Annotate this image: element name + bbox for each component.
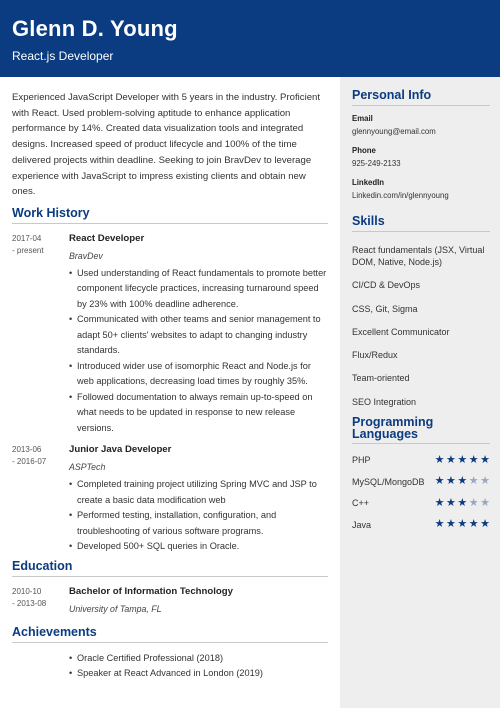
linkedin-link[interactable]: Linkedin.com/in/glennyoung (352, 191, 449, 200)
star-empty-icon: ★ (468, 496, 479, 509)
star-filled-icon: ★ (434, 453, 445, 466)
job-duties (69, 266, 328, 437)
sidebar-column (352, 88, 490, 540)
skill-item: Flux/Redux (352, 350, 398, 361)
star-filled-icon: ★ (434, 518, 445, 531)
school-name: University of Tampa, FL (69, 603, 162, 614)
star-empty-icon: ★ (480, 475, 490, 488)
main-column (12, 90, 328, 682)
rating-stars (435, 455, 490, 466)
resume-header (0, 0, 500, 77)
star-filled-icon: ★ (446, 496, 456, 509)
star-filled-icon: ★ (446, 518, 456, 531)
achievements-entry (12, 651, 328, 682)
phone-value: 925-249-2133 (352, 159, 401, 168)
work-entry (12, 443, 328, 555)
language-name: Java (352, 519, 372, 530)
language-row (352, 476, 490, 488)
duty-item: • Introduced wider use of isomorphic React and Node.js for web applications, decreasing load times by roughly 35%. (69, 359, 328, 390)
personal-info-heading: Personal Info (352, 88, 490, 106)
achievements-heading: Achievements (12, 625, 328, 643)
education-dates (12, 586, 64, 610)
achievement-item: • Speaker at React Advanced in London (2019) (69, 666, 328, 682)
profile-summary: Experienced JavaScript Developer with 5 years in the industry. Proficient with React. Used problem-solving aptitude to enhance application performance by 14%. Created data visualization tools and integrated designs. Increased speed of product lifecycle and 100% of the time delivered projects within deadline. Seeking to join BravDev to leverage experience with JavaScript to impress existing clients and obtain new ones. (12, 92, 321, 198)
star-filled-icon: ★ (480, 518, 490, 531)
star-filled-icon: ★ (457, 475, 468, 488)
skill-item: Excellent Communicator (352, 326, 450, 337)
skills-heading: Skills (352, 214, 490, 232)
phone-label: Phone (352, 146, 376, 155)
work-entry-dates (12, 444, 64, 468)
star-filled-icon: ★ (468, 518, 479, 531)
skill-item: CSS, Git, Sigma (352, 303, 418, 314)
education-heading: Education (12, 559, 328, 577)
star-filled-icon: ★ (446, 453, 456, 466)
education-entry (12, 585, 328, 615)
job-duties (69, 477, 328, 555)
linkedin-label: LinkedIn (352, 178, 385, 187)
star-filled-icon: ★ (457, 453, 468, 466)
duty-item: • Performed testing, installation, configuration, and troubleshooting of various software programs. (69, 508, 328, 539)
language-row (352, 519, 490, 531)
star-empty-icon: ★ (480, 496, 490, 509)
duty-item: • Used understanding of React fundamentals to promote better component lifecycle practices, increasing turnaround speed by 23% with 100% deadline adherence. (69, 266, 328, 313)
work-entry (12, 232, 328, 437)
company-name: ASPTech (69, 462, 106, 473)
duty-item: • Followed documentation to always remain up-to-speed on what needs to be updated in response to new release versions. (69, 390, 328, 437)
star-filled-icon: ★ (457, 496, 468, 509)
company-name: BravDev (69, 250, 103, 261)
date-start: 2010-10 (12, 586, 42, 596)
email-value[interactable]: glennyoung@email.com (352, 127, 436, 136)
rating-stars (435, 476, 490, 487)
language-name: PHP (352, 455, 371, 466)
star-filled-icon: ★ (480, 453, 490, 466)
candidate-name: Glenn D. Young (12, 16, 178, 41)
work-history-heading: Work History (12, 206, 328, 224)
achievement-item: • Oracle Certified Professional (2018) (69, 651, 328, 667)
star-filled-icon: ★ (457, 518, 468, 531)
rating-stars (435, 498, 490, 509)
email-label: Email (352, 114, 373, 123)
language-row (352, 497, 490, 509)
date-start: 2017-04 (12, 233, 42, 243)
job-title: Junior Java Developer (69, 444, 172, 456)
star-filled-icon: ★ (434, 496, 445, 509)
date-end: - 2013-08 (12, 598, 47, 608)
work-entry-dates (12, 233, 64, 257)
degree-title: Bachelor of Information Technology (69, 585, 233, 597)
skill-item: Team-oriented (352, 373, 410, 384)
star-filled-icon: ★ (434, 475, 445, 488)
duty-item: • Completed training project utilizing Spring MVC and JSP to create a basic data modification web (69, 477, 328, 508)
star-empty-icon: ★ (468, 475, 479, 488)
achievements-list (69, 651, 328, 682)
skill-item: CI/CD & DevOps (352, 280, 421, 291)
duty-item: • Developed 500+ SQL queries in Oracle. (69, 539, 328, 555)
candidate-role: React.js Developer (12, 49, 114, 63)
language-list (352, 454, 490, 531)
programming-languages-heading: Programming Languages (352, 416, 490, 444)
skill-item: SEO Integration (352, 396, 417, 407)
job-title: React Developer (69, 232, 145, 244)
language-row (352, 454, 490, 466)
rating-stars (435, 519, 490, 530)
duty-item: • Communicated with other teams and senior management to adapt 50+ clients' websites to adapt to changing industry standards. (69, 312, 328, 359)
language-name: C++ (352, 498, 370, 509)
language-name: MySQL/MongoDB (352, 476, 425, 487)
star-filled-icon: ★ (446, 475, 456, 488)
date-start: 2013-06 (12, 445, 42, 455)
date-end: - present (12, 245, 44, 255)
star-filled-icon: ★ (468, 453, 479, 466)
date-end: - 2016-07 (12, 457, 47, 467)
skill-item: React fundamentals (JSX, Virtual DOM, Native, Node.js) (352, 245, 485, 267)
